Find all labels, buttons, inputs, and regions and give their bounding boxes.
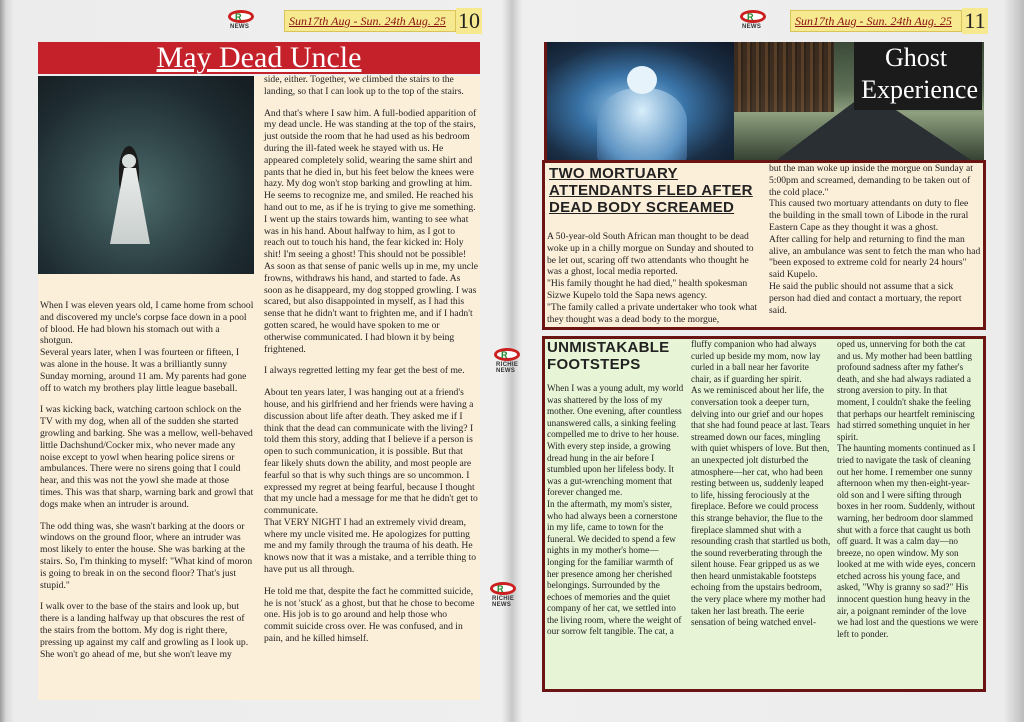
paragraph: When I was eleven years old, I came home from school and discovered my uncle's corpse face down in a pool of blood. He had blown his stomach out with a shotgun. Several years later, when I was fourteen or fifteen, I was alone in the house. It was a brilliantly sunny Sunday morning, around 11 am. My parents had gone off to watch my brothers play little league baseball. bbox=[40, 300, 254, 394]
story-column: A 50-year-old South African man thought to be dead woke up in a chilly morgue on Sunday and shouted to be let out, scaring off two attendants who thought he was a ghost, local media reported. "His family thought he had died," health spokesman Sizwe Kupelo told the Sapa news agency. "The family called a private undertaker who took what they thought was a dead body to the morgue, bbox=[547, 231, 758, 325]
story-column: When I was a young adult, my world was shattered by the loss of my mother. One evening, after countless unanswered calls, a sinking feeling compelled me to drive to her house. With every step inside, a growing dread hung in the air before I stumbled upon her lifeless body. It was a gut-wrenching moment that forever changed me. In the aftermath, my mom's sister, who had always been a cornerstone in my life, came to town for the funeral. We decided to spend a few nights in my mother's home—longing for the familiar warmth of her presence among her cherished belongings. Surrounded by the echoes of memories and the quiet company of her cat, we settled into the living room, where the weight of our sorrow felt tangible. The cat, a bbox=[547, 383, 684, 637]
news-logo-icon: R NEWS bbox=[226, 10, 258, 32]
paragraph: And that's where I saw him. A full-bodied apparition of my dead uncle. He was standing at the top of the stairs, just outside the room that he had used as his bedroom during the ill-fated week he stayed with us. He appeared completely solid, wearing the same shirt and pants that he died in, but his feet below the knees were hazy. My dog won't stop barking and growling at him. He seems to recognize me, and smiled. He reached his hand out to me, as if he is trying to give me something. I went up the stairs towards him, wanting to see what was in his hand. About halfway to him, as I got to reach out to touch his hand, the fear kicked in: Holy shit! I'm seeing a ghost! This should not be possible! As soon as that sense of panic wells up in me, my uncle frowns, withdraws his hand, and started to fade. As soon as he disappeard, my dog stopped growling. I was scared, but also disappointed in myself, as I had this sense that he didn't want to frighten me, and if I hadn't gotten scared, he would have spoken to me or otherwise communicated. I had blown it by being frightened. bbox=[264, 107, 478, 355]
gutter-logo-icon: R RICHIE NEWS bbox=[492, 584, 515, 608]
article-title: May Dead Uncle bbox=[38, 42, 480, 74]
paragraph: I walk over to the base of the stairs and look up, but there is a landing halfway up that obscures the rest of the stairs from the bottom. My dog is right there, pressing up against my calf and growling as I look up. She won't go ahead of me, but she won't leave my bbox=[40, 601, 249, 660]
article-column-1 bbox=[40, 300, 254, 670]
story-footsteps bbox=[542, 336, 986, 692]
paragraph: The odd thing was, she wasn't barking at the doors or windows on the ground floor, where an intruder was most likely to enter the house. She was barking at the stairs. So, I'm thinking to myself: "What kind of moron is going to break in on the second floor? That's just stupid." bbox=[40, 520, 253, 591]
paragraph: He told me that, despite the fact he committed suicide, he is not 'stuck' as a ghost, but that he chose to become one. His job is to go around and help those who commit suicide cross over. He was confused, and in pain, and he killed himself. bbox=[264, 585, 475, 645]
news-logo-icon: R NEWS bbox=[738, 10, 770, 32]
story-mortuary bbox=[542, 160, 986, 330]
section-title: Ghost Experience bbox=[854, 42, 982, 110]
story-column: oped us, unnerving for both the cat and us. My mother had been battling profound sadness after my father's death, and she had always radiated a strong aversion to pity. In that moment, I couldn't shake the feeling that perhaps our heartfelt reminiscing had stirred something unquiet in her spirit. The haunting moments continued as I tried to navigate the task of cleaning out her home. I remember one sunny afternoon when my then-eight-year-old son and I were sifting through boxes in her room. Suddenly, without warning, her bedroom door slammed shut with a force that caught us both off guard. It was a calm day—no breeze, no open window. My son looked at me with wide eyes, concern etched across his young face, and asked, "Why is granny so sad?" His innocent question hung heavy in the air, a poignant reminder of the love we had lost and the questions we were left to ponder. bbox=[837, 339, 979, 639]
story-headline: TWO MORTUARY ATTENDANTS FLED AFTER DEAD BODY SCREAMED bbox=[549, 165, 753, 216]
page-number: 10 bbox=[458, 8, 480, 33]
article-column-2 bbox=[264, 74, 478, 655]
right-page bbox=[518, 0, 1014, 722]
issue-date: Sun17th Aug - Sun. 24th Aug. 25 bbox=[790, 10, 962, 32]
story-headline: UNMISTAKABLE FOOTSTEPS bbox=[547, 339, 670, 373]
ghost-reader-photo bbox=[544, 42, 737, 160]
gutter-logo-icon: R RICHIE NEWS bbox=[496, 350, 519, 374]
ghost-woman-photo bbox=[38, 76, 254, 274]
paragraph: I was kicking back, watching cartoon schlock on the TV with my dog, when all of the sudden she started growling and barking. She was a mellow, well-behaved little Dachshund/Cocker mix, who never made any noise except to yowl when hearing police sirens or ambulances. There were no sirens going that I could hear, and this was not the yowl she made at those times. This was that sharp, warning bark and growl that dogs make when an intruder is around. bbox=[40, 404, 254, 510]
story-column: fluffy companion who had always curled up beside my mom, now lay curled in a ball near her favorite chair, as if guarding her spirit. As we reminisced about her life, the conversation took a deeper turn, delving into our grief and our hopes that she had found peace at last. Tears streamed down our faces, mingling with quiet whispers of love. But then, an unexpected jolt disturbed the atmosphere—her cat, who had been resting between us, suddenly leaped to life, hissing ferociously at the fireplace. Before we could process this strange behavior, the flue to the fireplace slammed shut with a resounding crash that startled us both, the sound reverberating through the silent house. Fear gripped us as we then heard unmistakable footsteps echoing from the upstairs bedroom, the very place where my mother had taken her last breath. The eerie sensation of being watched envel- bbox=[691, 339, 831, 628]
issue-date: Sun17th Aug - Sun. 24th Aug. 25 bbox=[284, 10, 456, 32]
left-page bbox=[12, 0, 506, 722]
story-column: but the man woke up inside the morgue on Sunday at 5:00pm and screamed, demanding to be taken out of the cold place." This caused two mortuary attendants on duty to flee the building in the small town of Libode in the rural Eastern Cape as they thought it was a ghost. After calling for help and returning to find the man alive, an ambulance was sent to fetch the man who had "been exposed to extreme cold for nearly 24 hours" said Kupelo. He said the public should not assume that a sick person had died and contact a mortuary, the report said. bbox=[769, 163, 981, 316]
paragraph: About ten years later, I was hanging out at a friend's house, and his girlfriend and her friends were having a discussion about life after death. They asked me if I think that the dead can communicate with the living? I told them this story, adding that I believe if a person is open to such communication, it is possible. But that fear likely shuts down the ability, and most people are fearful so that is why such things are so uncommon. I expressed my regret at being fearful, because I thought that my uncle had a message for me that he didn't get to communicate. That VERY NIGHT I had an extremely vivid dream, where my uncle visited me. He apologizes for putting me and my family through the trauma of his death. He knows now that it was a mistake, and a terrible thing to have put us all through. bbox=[264, 387, 478, 576]
paragraph: side, either. Together, we climbed the stairs to the landing, so that I can look up to the top of the stairs. bbox=[264, 74, 464, 97]
paragraph: I always regretted letting my fear get the best of me. bbox=[264, 365, 465, 377]
page-number: 11 bbox=[962, 8, 988, 34]
